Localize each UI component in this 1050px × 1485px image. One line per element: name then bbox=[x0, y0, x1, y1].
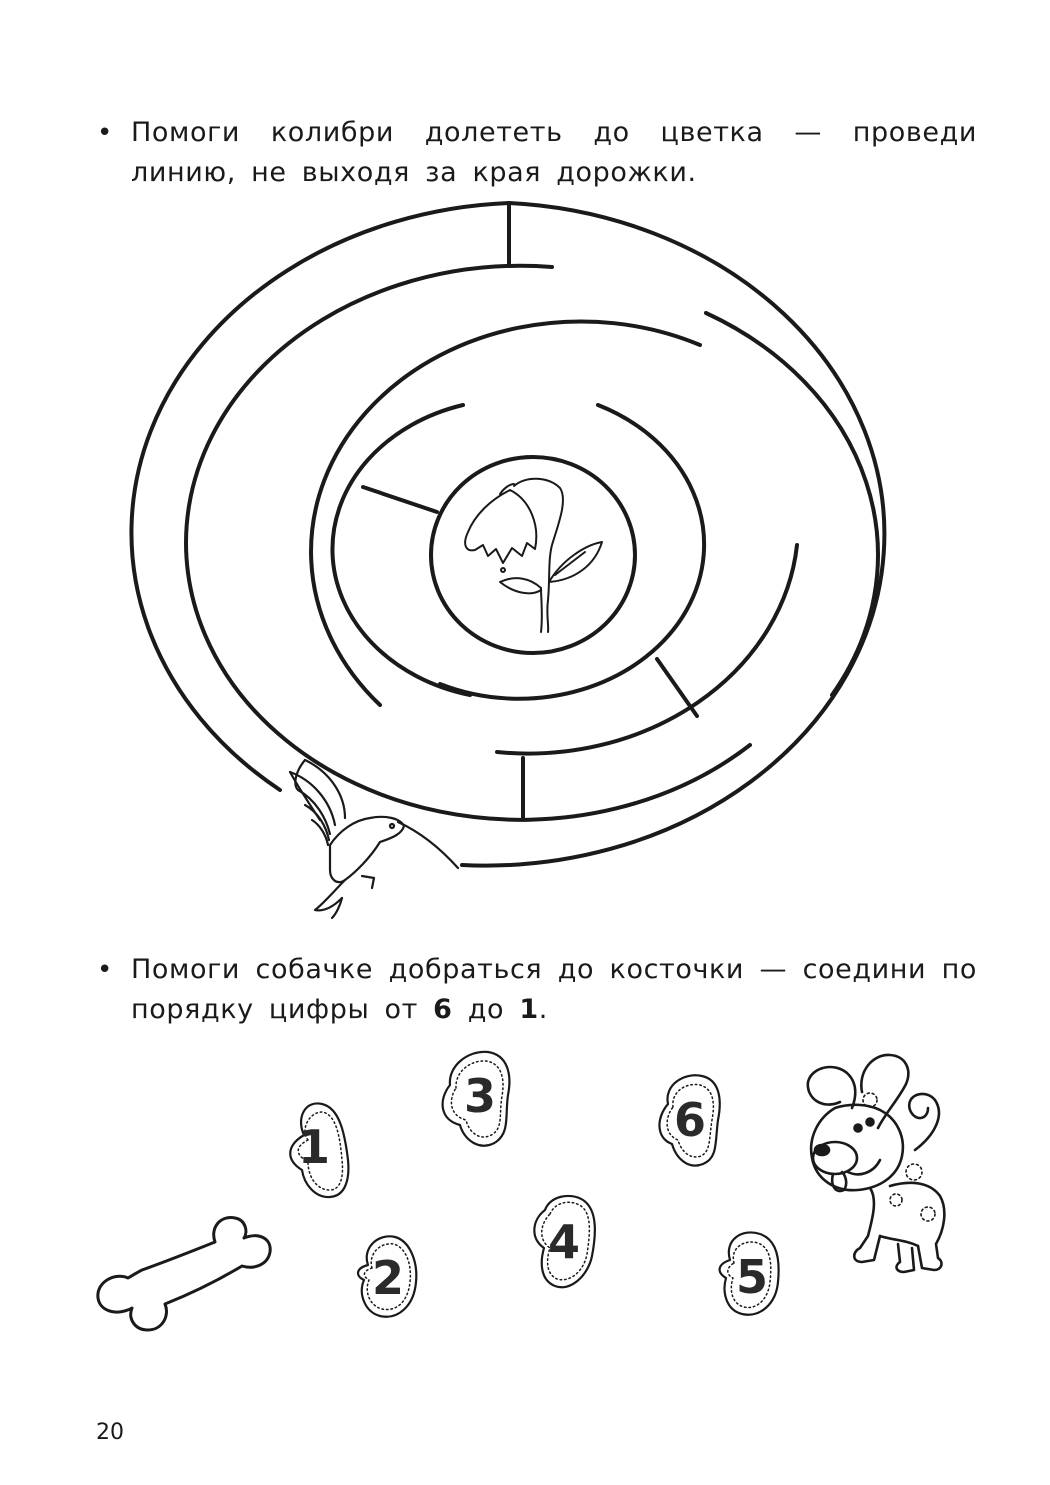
bone-icon[interactable] bbox=[98, 1218, 270, 1330]
stone-number: 3 bbox=[464, 1069, 497, 1123]
puppy-icon[interactable] bbox=[808, 1055, 945, 1272]
stone-number: 1 bbox=[298, 1120, 331, 1174]
task-2-end: . bbox=[538, 994, 548, 1025]
hummingbird-icon bbox=[290, 760, 458, 918]
stone-3[interactable] bbox=[443, 1052, 510, 1146]
task-2-middle: до bbox=[452, 994, 520, 1025]
bell-flower-icon bbox=[465, 479, 602, 632]
maze-wall bbox=[657, 659, 697, 716]
maze-ring-4-part bbox=[440, 405, 704, 699]
page-number: 20 bbox=[96, 1420, 124, 1445]
maze-center bbox=[431, 457, 635, 653]
maze-ring-1 bbox=[462, 203, 884, 866]
stone-6[interactable] bbox=[659, 1075, 719, 1165]
stone-2[interactable] bbox=[358, 1236, 416, 1316]
task-1-text: Помоги колибри долететь до цветка — проведи линию, не выходя за края дорожки. bbox=[131, 117, 977, 188]
stone-number: 6 bbox=[674, 1093, 707, 1147]
maze-ring-2-part bbox=[706, 313, 878, 695]
stone-1[interactable] bbox=[290, 1103, 348, 1197]
stone-number: 4 bbox=[548, 1215, 581, 1269]
stone-4[interactable] bbox=[534, 1196, 595, 1287]
bullet-icon: • bbox=[97, 955, 113, 985]
task-2-to-number: 1 bbox=[519, 994, 539, 1025]
circular-maze[interactable] bbox=[131, 203, 884, 866]
stone-number: 2 bbox=[372, 1251, 405, 1305]
stone-5[interactable] bbox=[720, 1232, 779, 1314]
bullet-icon: • bbox=[97, 118, 113, 148]
maze-ring-3-part bbox=[497, 545, 797, 754]
stone-number: 5 bbox=[736, 1250, 769, 1304]
maze-ring-4 bbox=[332, 405, 470, 695]
maze-ring-2 bbox=[186, 266, 750, 820]
task-2-text-start: Помоги собачке добраться до косточки — соедини по порядку цифры от bbox=[131, 954, 977, 1025]
task-2-from-number: 6 bbox=[433, 994, 453, 1025]
maze-wall bbox=[363, 487, 437, 512]
